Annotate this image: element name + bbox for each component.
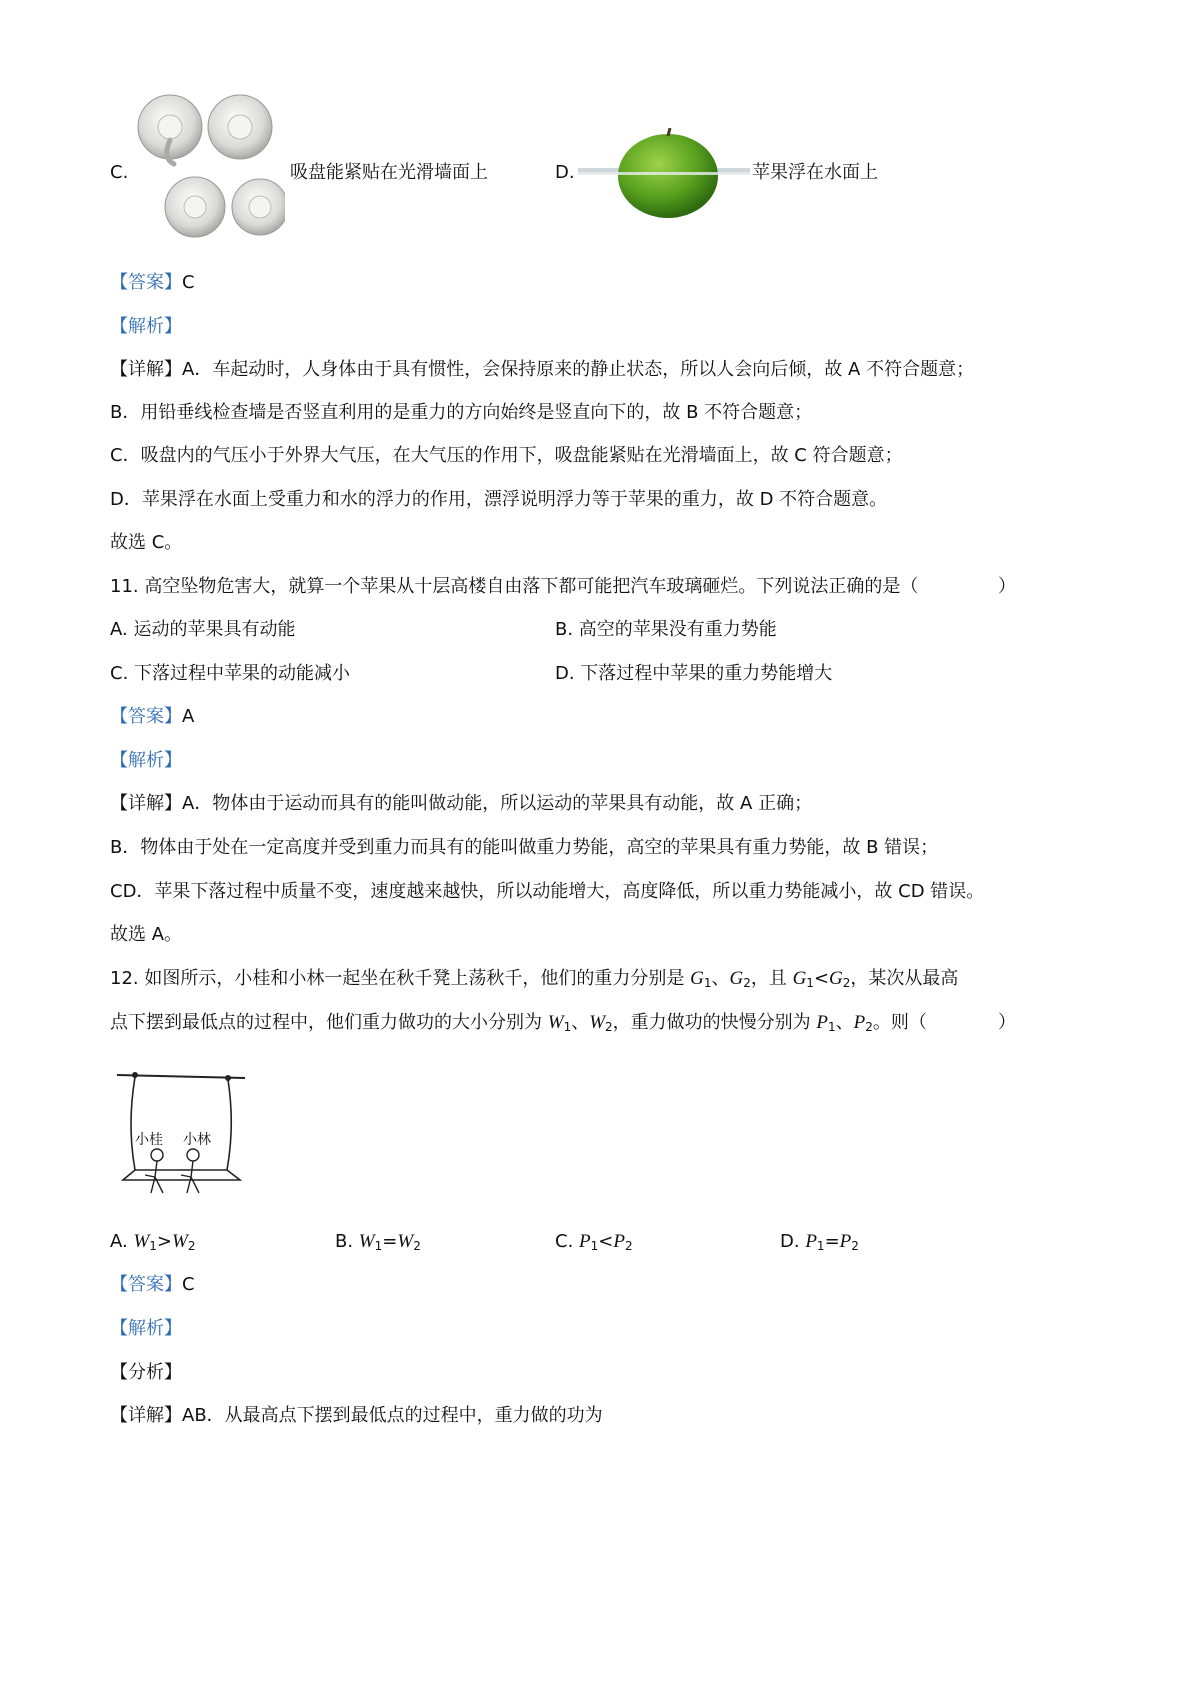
- q10-option-d-text: 苹果浮在水面上: [752, 162, 878, 183]
- q11-detail-3: CD．苹果下落过程中质量不变，速度越来越快，所以动能增大，高度降低，所以重力势能减小，故 CD 错误。: [110, 881, 985, 902]
- suction-cups-image: [135, 92, 285, 242]
- q11-analysis-label: 【解析】: [110, 750, 182, 771]
- q11-detail-1: 【详解】A．物体由于运动而具有的能叫做动能，所以运动的苹果具有动能，故 A 正确；: [110, 793, 813, 814]
- answer-value: A: [182, 706, 195, 727]
- swing-figure: [115, 1065, 250, 1210]
- q11-option-a: A. 运动的苹果具有动能: [110, 619, 296, 640]
- q10-option-c-letter: C.: [110, 162, 129, 183]
- answer-label: 【答案】: [110, 272, 182, 293]
- swing-label-xiaolin: 小林: [183, 1132, 211, 1148]
- q12-fenxi-label: 【分析】: [110, 1362, 182, 1383]
- q12-answer: [110, 1272, 195, 1298]
- q12-stem-line-2: 点下摆到最低点的过程中，他们重力做功的大小分别为 $W_1$、$W_2$，重力做功的快慢分别为 $P_1$、$P_2$。则（: [110, 1012, 927, 1034]
- q10-detail-2: B．用铅垂线检查墙是否竖直利用的是重力的方向始终是竖直向下的，故 B 不符合题意；: [110, 402, 813, 423]
- q10-analysis-label: 【解析】: [110, 316, 182, 337]
- answer-label: 【答案】: [110, 706, 182, 727]
- q10-choose: 故选 C。: [110, 532, 183, 553]
- answer-label: 【答案】: [110, 1274, 182, 1295]
- q10-option-d-letter: D.: [555, 162, 575, 183]
- q11-stem: 11. 高空坠物危害大，就算一个苹果从十层高楼自由落下都可能把汽车玻璃砸烂。下列说法正确的是（: [110, 576, 919, 597]
- q12-option-a: A. $W_1>W_2$: [110, 1231, 196, 1253]
- q10-detail-1: 【详解】A．车起动时，人身体由于具有惯性，会保持原来的静止状态，所以人会向后倾，故 A 不符合题意；: [110, 359, 975, 380]
- q11-choose: 故选 A。: [110, 924, 183, 945]
- q12-option-d: D. $P_1=P_2$: [780, 1231, 859, 1253]
- q10-option-c-text: 吸盘能紧贴在光滑墙面上: [290, 162, 488, 183]
- q12-detail-1: 【详解】AB．从最高点下摆到最低点的过程中，重力做的功为: [110, 1405, 603, 1426]
- floating-apple-image: [578, 128, 750, 220]
- q12-stem-close: ）: [998, 1012, 1016, 1033]
- q12-option-c: C. $P_1<P_2$: [555, 1231, 633, 1253]
- q11-answer: [110, 704, 194, 730]
- answer-value: C: [182, 1274, 195, 1295]
- q10-answer: [110, 270, 195, 296]
- q12-option-b: B. $W_1=W_2$: [335, 1231, 421, 1253]
- q12-stem-line-1: 12. 如图所示，小桂和小林一起坐在秋千凳上荡秋千，他们的重力分别是 $G_1$、$G_2$，且 $G_1<G_2$，某次从最高: [110, 968, 959, 990]
- q11-stem-close: ）: [998, 576, 1016, 597]
- q11-option-b: B. 高空的苹果没有重力势能: [555, 619, 777, 640]
- q11-option-d: D. 下落过程中苹果的重力势能增大: [555, 663, 833, 684]
- q12-analysis-label: 【解析】: [110, 1318, 182, 1339]
- swing-label-xiaogui: 小桂: [135, 1132, 163, 1148]
- answer-value: C: [182, 272, 195, 293]
- q10-detail-3: C．吸盘内的气压小于外界大气压，在大气压的作用下，吸盘能紧贴在光滑墙面上，故 C 符合题意；: [110, 445, 903, 466]
- q11-option-c: C. 下落过程中苹果的动能减小: [110, 663, 351, 684]
- q11-detail-2: B．物体由于处在一定高度并受到重力而具有的能叫做重力势能，高空的苹果具有重力势能，故 B 错误；: [110, 837, 939, 858]
- q10-detail-4: D．苹果浮在水面上受重力和水的浮力的作用，漂浮说明浮力等于苹果的重力，故 D 不符合题意。: [110, 489, 888, 510]
